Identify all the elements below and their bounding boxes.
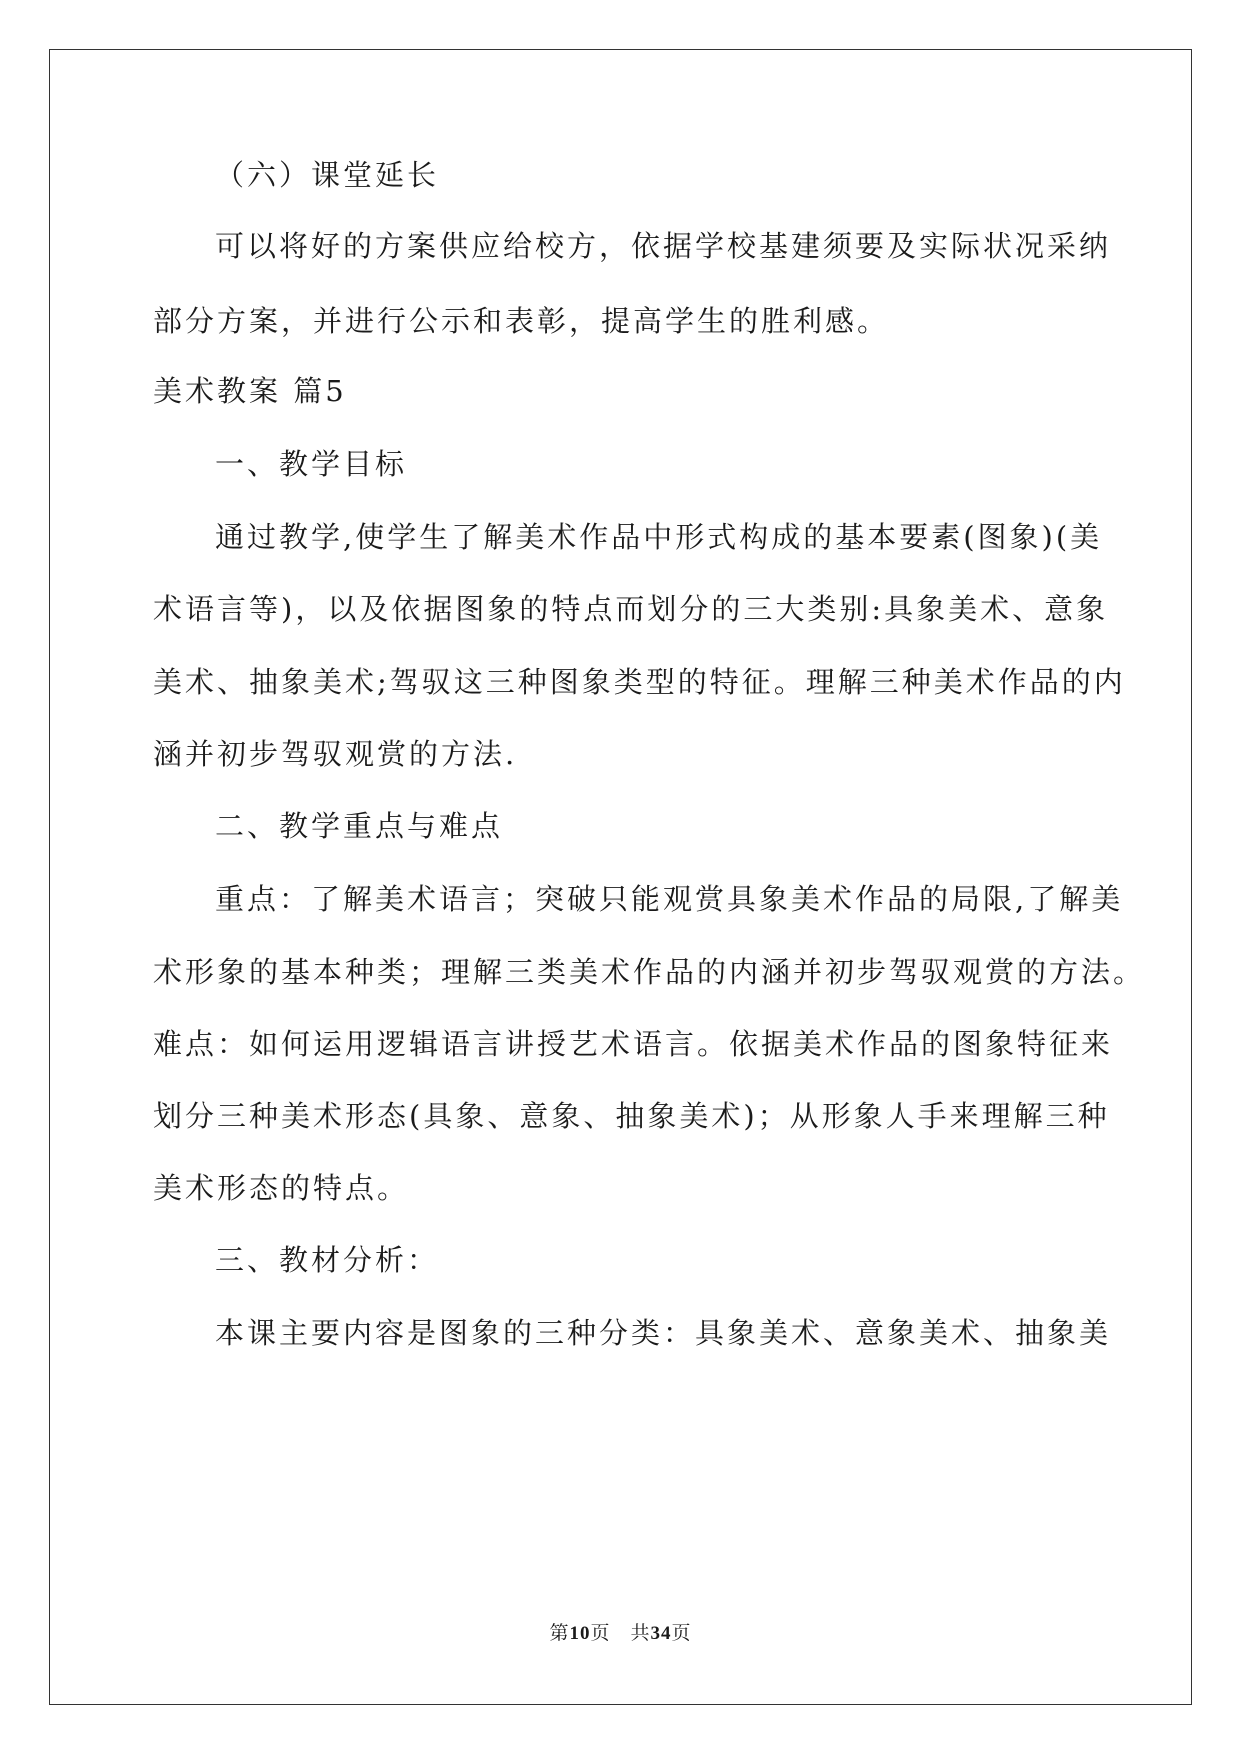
paragraph-line: 术形象的基本种类；理解三类美术作品的内涵并初步驾驭观赏的方法。 [153,955,1146,989]
paragraph-line: 美术形态的特点。 [153,1171,410,1205]
current-page-number: 10 [569,1623,591,1644]
section-heading: 二、教学重点与难点 [215,809,504,843]
paragraph-line: 本课主要内容是图象的三种分类：具象美术、意象美术、抽象美 [215,1316,1112,1350]
section-heading: （六）课堂延长 [215,158,440,192]
paragraph-line: 美术、抽象美术;驾驭这三种图象类型的特征。理解三种美术作品的内 [153,665,1126,699]
page-footer [0,1618,1241,1645]
paragraph-line: 难点：如何运用逻辑语言讲授艺术语言。依据美术作品的图象特征来 [153,1027,1114,1061]
paragraph-line: 可以将好的方案供应给校方，依据学校基建须要及实际状况采纳 [215,229,1112,263]
paragraph-line: 涵并初步驾驭观赏的方法. [153,737,518,771]
paragraph-line: 通过教学,使学生了解美术作品中形式构成的基本要素(图象)(美 [215,520,1103,554]
paragraph-line: 划分三种美术形态(具象、意象、抽象美术)；从形象人手来理解三种 [153,1099,1110,1133]
footer-suffix: 页 [671,1623,692,1644]
lesson-title: 美术教案 篇5 [153,374,347,408]
page-border [49,49,1192,1705]
footer-mid: 页 共 [590,1623,651,1644]
section-heading: 三、教材分析： [215,1243,440,1277]
paragraph-line: 重点：了解美术语言；突破只能观赏具象美术作品的局限,了解美 [215,882,1124,916]
footer-prefix: 第 [549,1623,570,1644]
paragraph-line: 术语言等)，以及依据图象的特点而划分的三大类别:具象美术、意象 [153,592,1109,626]
paragraph-line: 部分方案，并进行公示和表彰，提高学生的胜利感。 [153,304,890,338]
section-heading: 一、教学目标 [215,447,408,481]
total-page-count: 34 [650,1623,672,1644]
